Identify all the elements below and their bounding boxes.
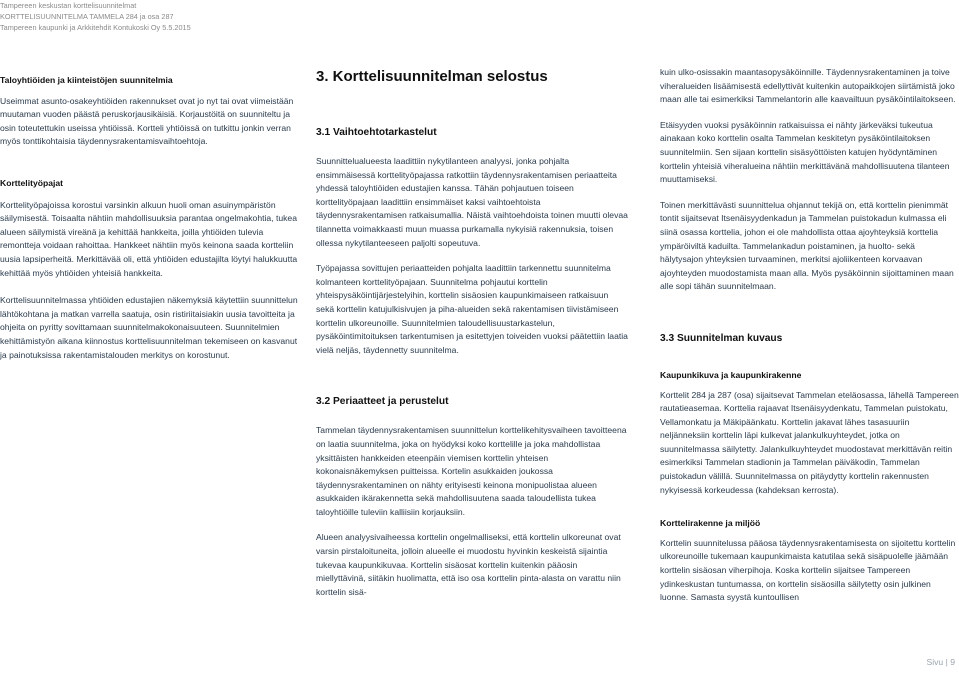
- section-title-3-2: 3.2 Periaatteet ja perustelut: [316, 396, 449, 408]
- section-title-3: 3. Korttelisuunnitelman selostus: [316, 68, 548, 85]
- heading-korttelityopajat: Korttelityöpajat: [0, 177, 64, 188]
- paragraph-korttelityopajat: Korttelityöpajoissa korostui varsinkin alkuun huoli oman asuinympäristön säilymisestä. Toisaalta nähtiin mahdollisuuksia parantaa ongelmakohtia, tukea alueen säilymistä vireänä ja kehittää hankkeita, joilla yhtiöiden tulevia remontteja voidaan rahoittaa. Hankkeet nähtiin myös keinona saada kortteliin uusia lapsiperheitä. Merkittävää oli, että yhtiöiden edustajilta löytyi halukkuutta kehittää myös yhtiöiden yhteisiä hankkeita.: [0, 199, 298, 278]
- paragraph-taloyhtiot: Useimmat asunto-osakeyhtiöiden rakennukset ovat jo nyt tai ovat viimeistään muutaman vuoden päästä peruskorjausikäisiä. Korjaustöitä on suunniteltu ja osin toteutettukin useissa yhtiöissä. Kortteli yhtiöissä on tutkittu jonkin verran myös tonttikohtaisia täydennysrakentamisvaihtoehtoja.: [0, 95, 294, 147]
- paragraph-pysakointi-b: Etäisyyden vuoksi pysäköinnin ratkaisuissa ei nähty järkeväksi tukeutua ainakaan koko korttelin osalta Tammelan keskitetyn pysäköintilaitoksen suunnitelmiin. Sen sijaan korttelin sisäsyöttöisten katujen hyödyntäminen korttelin yhteisiä viheralueina nähtiin merkittävänä mahdollisuutena tilanteen muuttamiseksi.: [660, 119, 950, 185]
- paragraph-3-1-a: Suunnittelualueesta laadittiin nykytilanteen analyysi, jonka pohjalta ensimmäisessä korttelityöpajassa ratkottiin täydennysrakentamisen periaatteita yhdessä taloyhtiöiden edustajien kanssa. Tähän pohjautuen toiseen korttelityöpajaan laadittiin ensimmäiset kaksi vaihtoehtoista täydennysrakentamisen ratkaisumallia. Näistä vaihtoehdoista toinen muutti olevaa tilannetta voimakkaasti muun muassa purkamalla nykyisiä rakennuksia, toisen ollessa nykytilanteeseen paljolti sopeutuva.: [316, 156, 628, 248]
- section-title-3-1: 3.1 Vaihtoehtotarkastelut: [316, 127, 437, 138]
- heading-taloyhtiot: Taloyhtiöiden ja kiinteistöjen suunnitelmia: [0, 75, 173, 85]
- section-title-3-3: 3.3 Suunnitelman kuvaus: [660, 332, 783, 344]
- column-left: [0, 74, 300, 362]
- column-right: [660, 66, 959, 605]
- header-line-2: KORTTELISUUNNITELMA TAMMELA 284 ja osa 287: [0, 12, 174, 21]
- paragraph-3-2-a: Tammelan täydennysrakentamisen suunnittelun korttelikehitysvaiheen tavoitteena on laatia suunnitelma, joka on hyödyksi koko korttelille ja joka mahdollistaa yksittäisten hankkeiden eteenpäin viemisen korttelin yhteisen kokonaisnäkemyksen puitteissa. Kortelin asukkaiden joukossa täydennysrakentaminen on nähty erityisesti keinona monipuolistaa alueen asukkaiden ikärakennetta sekä mahdollisuutena saada taloudellista tukea taloyhtiöille tuleviin kalliisiin korjauksiin.: [316, 425, 627, 517]
- heading-kaupunkikuva: Kaupunkikuva ja kaupunkirakenne: [660, 369, 802, 380]
- paragraph-korttelisuunnitelma: Korttelisuunnitelmassa yhtiöiden edustajien näkemyksiä käytettiin suunnittelun lähtökohtana ja matkan varrella saatuja, osin ristiriitaisiakin uusia tavoitteita ja ohjeita on pyritty sovittamaan suunnitelmakokonaisuuteen. Suunnitelmien kehittämistyön aikana kiinnostus korttelisuunnitelman tekemiseen on kasvanut ja painotuksissa rakentamistalouden merkitys on korostunut.: [0, 295, 298, 360]
- column-middle: [316, 68, 628, 599]
- paragraph-ohjaava-tekija: Toinen merkittävästi suunnittelua ohjannut tekijä on, että korttelin pienimmät tontit sijaitsevat Itsenäisyydenkadun ja Tammelan puistokadun kulmassa eli siinä osassa korttelia, johon ei ole mahdollista ottaa ajoyhteyksiä korttelia ympäröiviltä kaduilta. Tammelankadun poistaminen, ja huolto- sekä hälytysajon yhteyksien turvaaminen, merkitsi ajoliikenteen korvaavan ajoyhteyden muodostamista maan alla. Myös pysäköinnin sijoittaminen maan alle sopi tähän suunnitelmaan.: [660, 199, 954, 292]
- document-header: [0, 0, 959, 44]
- page-number: Sivu | 9: [926, 657, 955, 667]
- paragraph-3-1-b: Työpajassa sovittujen periaatteiden pohjalta laadittiin tarkennettu suunnitelma kolmanteen korttelityöpajaan. Suunnitelma pohjautui korttelin yhteispysäköintijärjestelyihin, korttelin sisäosien kaupunkimaiseen ratkaisuun sekä korttelin katujulkisivujen ja piha-alueiden sekä rakentamisen tiivistämiseen korttelin ulkoreunoille. Suunnitelmien taloudellisuustarkastelun, pysäköintimitoituksen tarkentumisen ja esitettyjen toiveiden vuoksi päätettiin laatia vielä neljäs, täydennetty suunnitelma.: [316, 263, 628, 355]
- paragraph-3-2-b: Alueen analyysivaiheessa korttelin ongelmalliseksi, että korttelin ulkoreunat ovat varsin pirstaloituneita, jolloin alueelle ei muodostu hyvinkin keskeistä sijaintia tukevaa kaupunkikuvaa. Korttelin sisäosat korttelin kuitenkin pääosin miellyttävinä, siitäkin huolimatta, että iso osa korttelin pinta-alasta on varattu niin korttelin sisä-: [316, 532, 621, 597]
- paragraph-korttelirakenne: Korttelin suunnitelussa pääosa täydennysrakentamisesta on sijoitettu korttelin ulkoreunoille tukemaan kaupunkimaista katutilaa sekä sisäpuolelle jäämään korttelin sisäosan viherpihoja. Koska korttelin sijaitsee Tampereen ydinkeskustan tuntumassa, on korttelin sisäosilla säilytetty osin julkinen luonne. Samasta syystä kuntoullisen: [660, 537, 956, 603]
- paragraph-pysakointi-a: kuin ulko-osissakin maantasopysäköinnille. Täydennysrakentaminen ja toive viheralueiden lisäämisestä edellyttivät kuitenkin autopaikkojen siirtämistä joko maan alle tai esimerkiksi Tammelantorin alle kaavailtuun pysäköintilaitokseen.: [660, 67, 956, 105]
- header-line-1: Tampereen keskustan korttelisuunnitelmat: [0, 1, 137, 10]
- paragraph-kaupunkikuva: Korttelit 284 ja 287 (osa) sijaitsevat Tammelan eteläosassa, lähellä Tampereen rautatieasemaa. Korttelia rajaavat Itsenäisyydenkatu, Tammelan puistokatu, Vellamonkatu ja Mäkipäänkatu. Korttelin jakavat lähes tasasuuriin neljänneksiin korttelin läpi kulkevat jalankulkuyhteydet, jotka on suunnitelmassa säilytetty. Jalankulkuyhteydet muodostavat merkittävän reitin esimerkiksi Tammelan stadionin ja Tammelan päiväkodin, Tammelan puistokadun välillä. Suunnitelmassa on pitäydytty korttelin rakennusten nykyisessä korkeudessa (kahdeksan kerrosta).: [660, 389, 959, 495]
- heading-korttelirakenne: Korttelirakenne ja miljöö: [660, 518, 761, 529]
- header-line-3: Tampereen kaupunki ja Arkkitehdit Kontukoski Oy 5.5.2015: [0, 23, 191, 32]
